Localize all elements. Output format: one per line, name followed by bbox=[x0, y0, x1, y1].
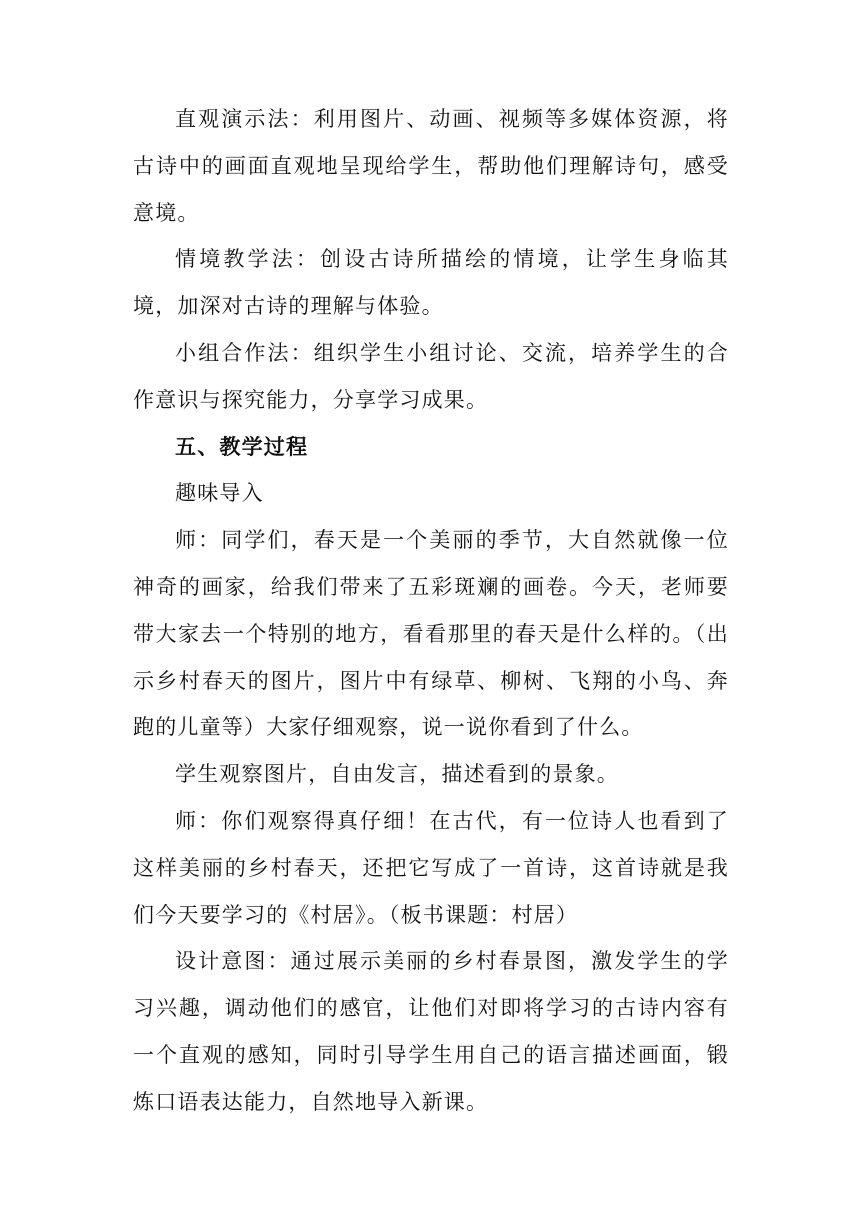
document-page bbox=[133, 96, 729, 1126]
section-heading: 五、教学过程 bbox=[175, 433, 309, 459]
paragraph-teacher-intro: 师：同学们，春天是一个美丽的季节，大自然就像一位神奇的画家，给我们带来了五彩斑斓的画卷。今天，老师要带大家去一个特别的地方，看看那里的春天是什么样的。（出示乡村春天的图片，图片中有绿草、柳树、飞翔的小鸟、奔跑的儿童等）大家仔细观察，说一说你看到了什么。 bbox=[133, 528, 729, 740]
paragraph-method-situational: 情境教学法：创设古诗所描绘的情境，让学生身临其境，加深对古诗的理解与体验。 bbox=[133, 247, 729, 319]
paragraph-student-observe: 学生观察图片，自由发言，描述看到的景象。 bbox=[175, 762, 619, 787]
paragraph-intro-title: 趣味导入 bbox=[175, 481, 264, 506]
paragraph-teacher-poem: 师：你们观察得真仔细！在古代，有一位诗人也看到了这样美丽的乡村春天，还把它写成了一首诗，这首诗就是我们今天要学习的《村居》。（板书课题：村居） bbox=[133, 808, 729, 927]
paragraph-method-visual: 直观演示法：利用图片、动画、视频等多媒体资源，将古诗中的画面直观地呈现给学生，帮助他们理解诗句，感受意境。 bbox=[133, 107, 729, 225]
paragraph-design-intent: 设计意图：通过展示美丽的乡村春景图，激发学生的学习兴趣，调动他们的感官，让他们对即将学习的古诗内容有一个直观的感知，同时引导学生用自己的语言描述画面，锻炼口语表达能力，自然地导入新课。 bbox=[133, 949, 729, 1114]
paragraph-method-group: 小组合作法：组织学生小组讨论、交流，培养学生的合作意识与探究能力，分享学习成果。 bbox=[133, 340, 729, 412]
